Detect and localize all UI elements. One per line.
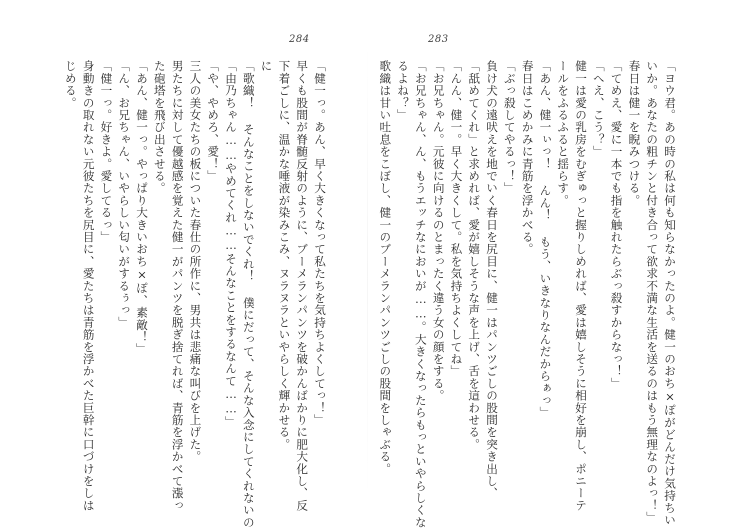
text-line: 「あん、健一っ。やっぱり大きいおち×ぽ、素敵！」 (135, 60, 150, 356)
text-line: 「ぶっ殺してやるっ！」 (502, 60, 517, 195)
text-line: じめる。 (63, 60, 78, 109)
left-page-text (38, 60, 328, 528)
text-line: 早くも股間が脊髄反射のように、ブーメランパンツを破かんばかりに肥大化し、反 (295, 60, 310, 512)
text-line: 春日は健一を睨みつける。 (627, 60, 642, 207)
text-line: 「歌織！ そんなことをしないでくれ！ 僕にだって、そんな入念にしてくれないの (241, 60, 256, 528)
text-line: 春日はこめかみに青筋を浮かべる。 (520, 60, 535, 256)
text-line: 「舐めてくれ」と求めれば、愛が嬉しそうな声を上げ、舌を這わせる。 (467, 60, 482, 451)
text-line: 負け犬の遠吠えを地でいく春日を尻目に、健一はパンツごしの股間を突き出し、 (485, 60, 500, 500)
text-line: 三人の美女たちの板についた春仕の所作に、男共は悲痛な叫びを上げた。 (188, 60, 203, 463)
left-page-number: 284 (289, 34, 310, 45)
text-line: 「あん、健一ぃっ！ んん！ もう、いきなりなんだからぁっ」 (538, 60, 553, 419)
page-gutter (367, 40, 368, 500)
text-line: 健一は愛の乳房をむぎゅっと握りしめれば、愛は嬉しそうに相好を崩し、ポニーテ (574, 60, 589, 512)
right-page-number: 283 (428, 34, 449, 45)
text-line: 「ヨウ君。あの時の私は何も知らなかったのよ。健一のおち×ぽがどんだけ気持ちい (663, 60, 677, 526)
text-line: 「てめえ、愛に一本でも指を触れたらぶっ殺すからなっ！」 (609, 60, 624, 390)
text-line: た砲塔を飛び出させる。 (152, 60, 167, 195)
text-line: 「や、やめろ、愛！」 (206, 60, 221, 182)
text-line: に (259, 60, 274, 73)
text-line: 「ん、お兄ちゃん、いやらしい匂いがするぅっ」 (117, 60, 132, 329)
text-line: 下着ごしに、温かな唾液が染みこみ、ヌラヌラといやらしく輝かせる。 (277, 60, 292, 451)
text-line: 男たちに対して優越感を覚えた健一がパンツを脱ぎ捨てれば、青筋を浮かべて漲っ (170, 60, 185, 512)
text-line: 「お兄ちゃん。元彼に向けるのとまったく違う女の顔をする。 (431, 60, 446, 402)
right-page-text (378, 60, 678, 528)
text-line: 歌織は甘い吐息をこぼし、健一のブーメランパンツごしの股間をしゃぶる。 (378, 60, 393, 475)
text-line: 「健一っ。あん、早く大きくなって私たちを気持ちよくしてっ！」 (313, 60, 327, 426)
text-line: ールをふるふると揺らす。 (556, 60, 571, 207)
text-line: 「由乃ちゃん……やめてくれ……そんなことをするなんて……」 (224, 60, 239, 429)
text-line: 「んん、健一。早く大きくして。私を気持ちよくしてね」 (449, 60, 464, 378)
text-line: 「健一っ。好きよ。愛してるっ」 (99, 60, 114, 243)
text-line: 「へえ、こう？」 (591, 60, 606, 158)
text-line: 身動きの取れない元彼たちを尻目に、愛たちは青筋を浮かべた巨幹に口づけをしは (81, 60, 96, 512)
text-line: いか。あなたの粗チンと付き合って欲求不満な生活を送るのはもう無理なのよっ！」 (645, 60, 660, 524)
text-line: 「お兄ちゃん、ん、もうエッチなにおいが……。大きくなったらもっといやらしくな (413, 60, 428, 528)
text-line: るよね？」 (396, 60, 411, 121)
